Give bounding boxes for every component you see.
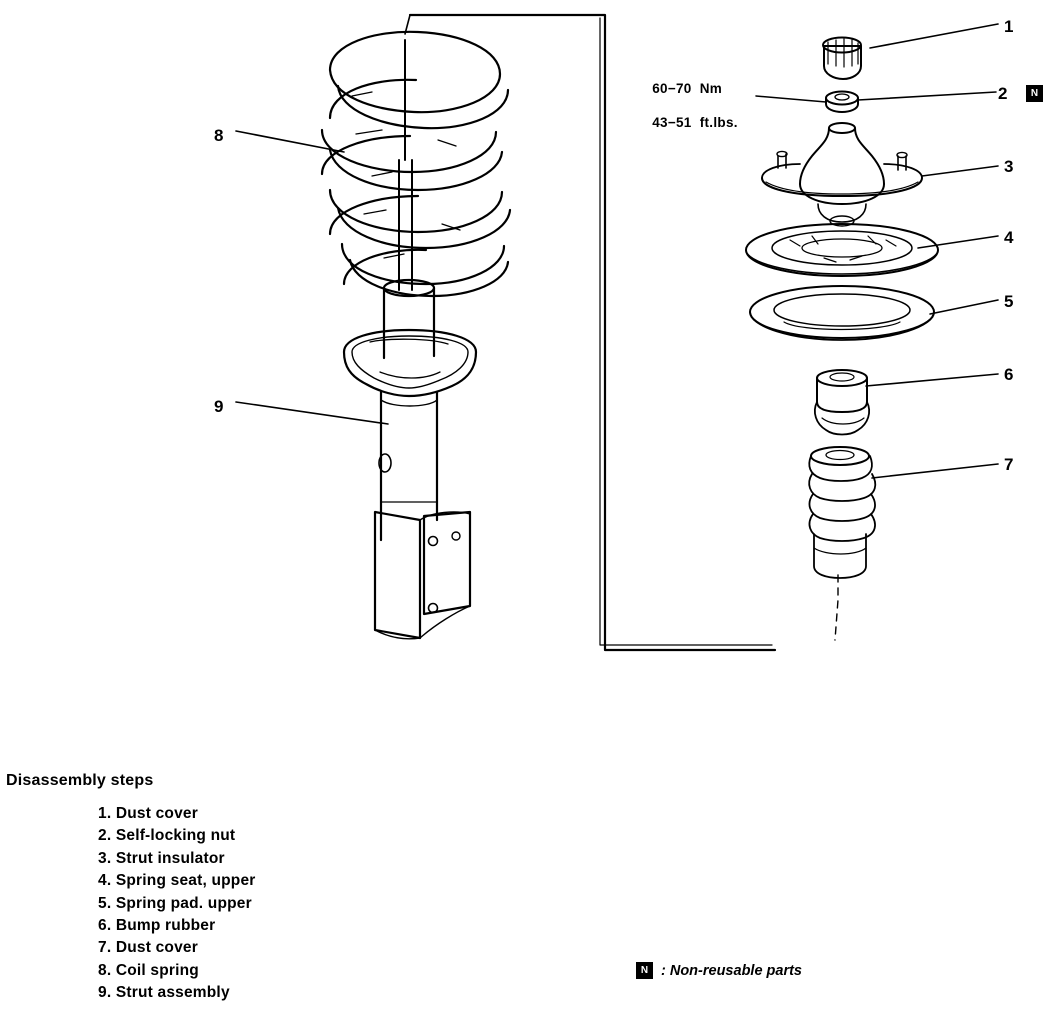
list-item: 2. Self-locking nut (98, 827, 236, 845)
disassembly-steps-list (98, 803, 256, 1005)
strut-assembly (344, 40, 476, 639)
list-item: 1. Dust cover (98, 805, 198, 822)
part-7-dust-cover-bellows (809, 447, 875, 578)
callout-5: 5 (1004, 292, 1014, 311)
list-item: 6. Bump rubber (98, 917, 216, 935)
list-item: 9. Strut assembly (98, 984, 230, 1002)
part-6-bump-rubber (815, 370, 869, 435)
list-item: 5. Spring pad. upper (98, 894, 252, 912)
torque-line-1: 60−70 Nm (652, 81, 723, 96)
coil-spring (322, 32, 510, 296)
callout-3: 3 (1004, 157, 1014, 176)
list-item: 4. Spring seat, upper (98, 872, 256, 890)
callout-1: 1 (1004, 17, 1014, 36)
legend-text: : Non-reusable parts (661, 962, 802, 979)
part-5-spring-pad-upper (750, 286, 934, 340)
callout-2: 2 (998, 84, 1008, 103)
callout-4: 4 (1004, 228, 1014, 247)
part-1-dust-cover (823, 38, 861, 80)
callout-7: 7 (1004, 455, 1014, 474)
part-4-spring-seat-upper (746, 224, 938, 276)
callout-9: 9 (214, 397, 224, 416)
list-item: 8. Coil spring (98, 961, 199, 979)
non-reusable-badge-icon: N (636, 962, 653, 979)
non-reusable-badge-nut: N (1026, 85, 1043, 102)
torque-spec (636, 63, 738, 148)
callout-6: 6 (1004, 365, 1014, 384)
callout-8: 8 (214, 126, 224, 145)
disassembly-steps-title: Disassembly steps (6, 772, 154, 789)
legend-non-reusable (636, 962, 802, 979)
torque-line-2: 43−51 ft.lbs. (652, 115, 738, 130)
list-item: 3. Strut insulator (98, 849, 225, 867)
part-3-strut-insulator (762, 123, 922, 226)
part-2-self-locking-nut (826, 92, 858, 113)
list-item: 7. Dust cover (98, 939, 198, 957)
